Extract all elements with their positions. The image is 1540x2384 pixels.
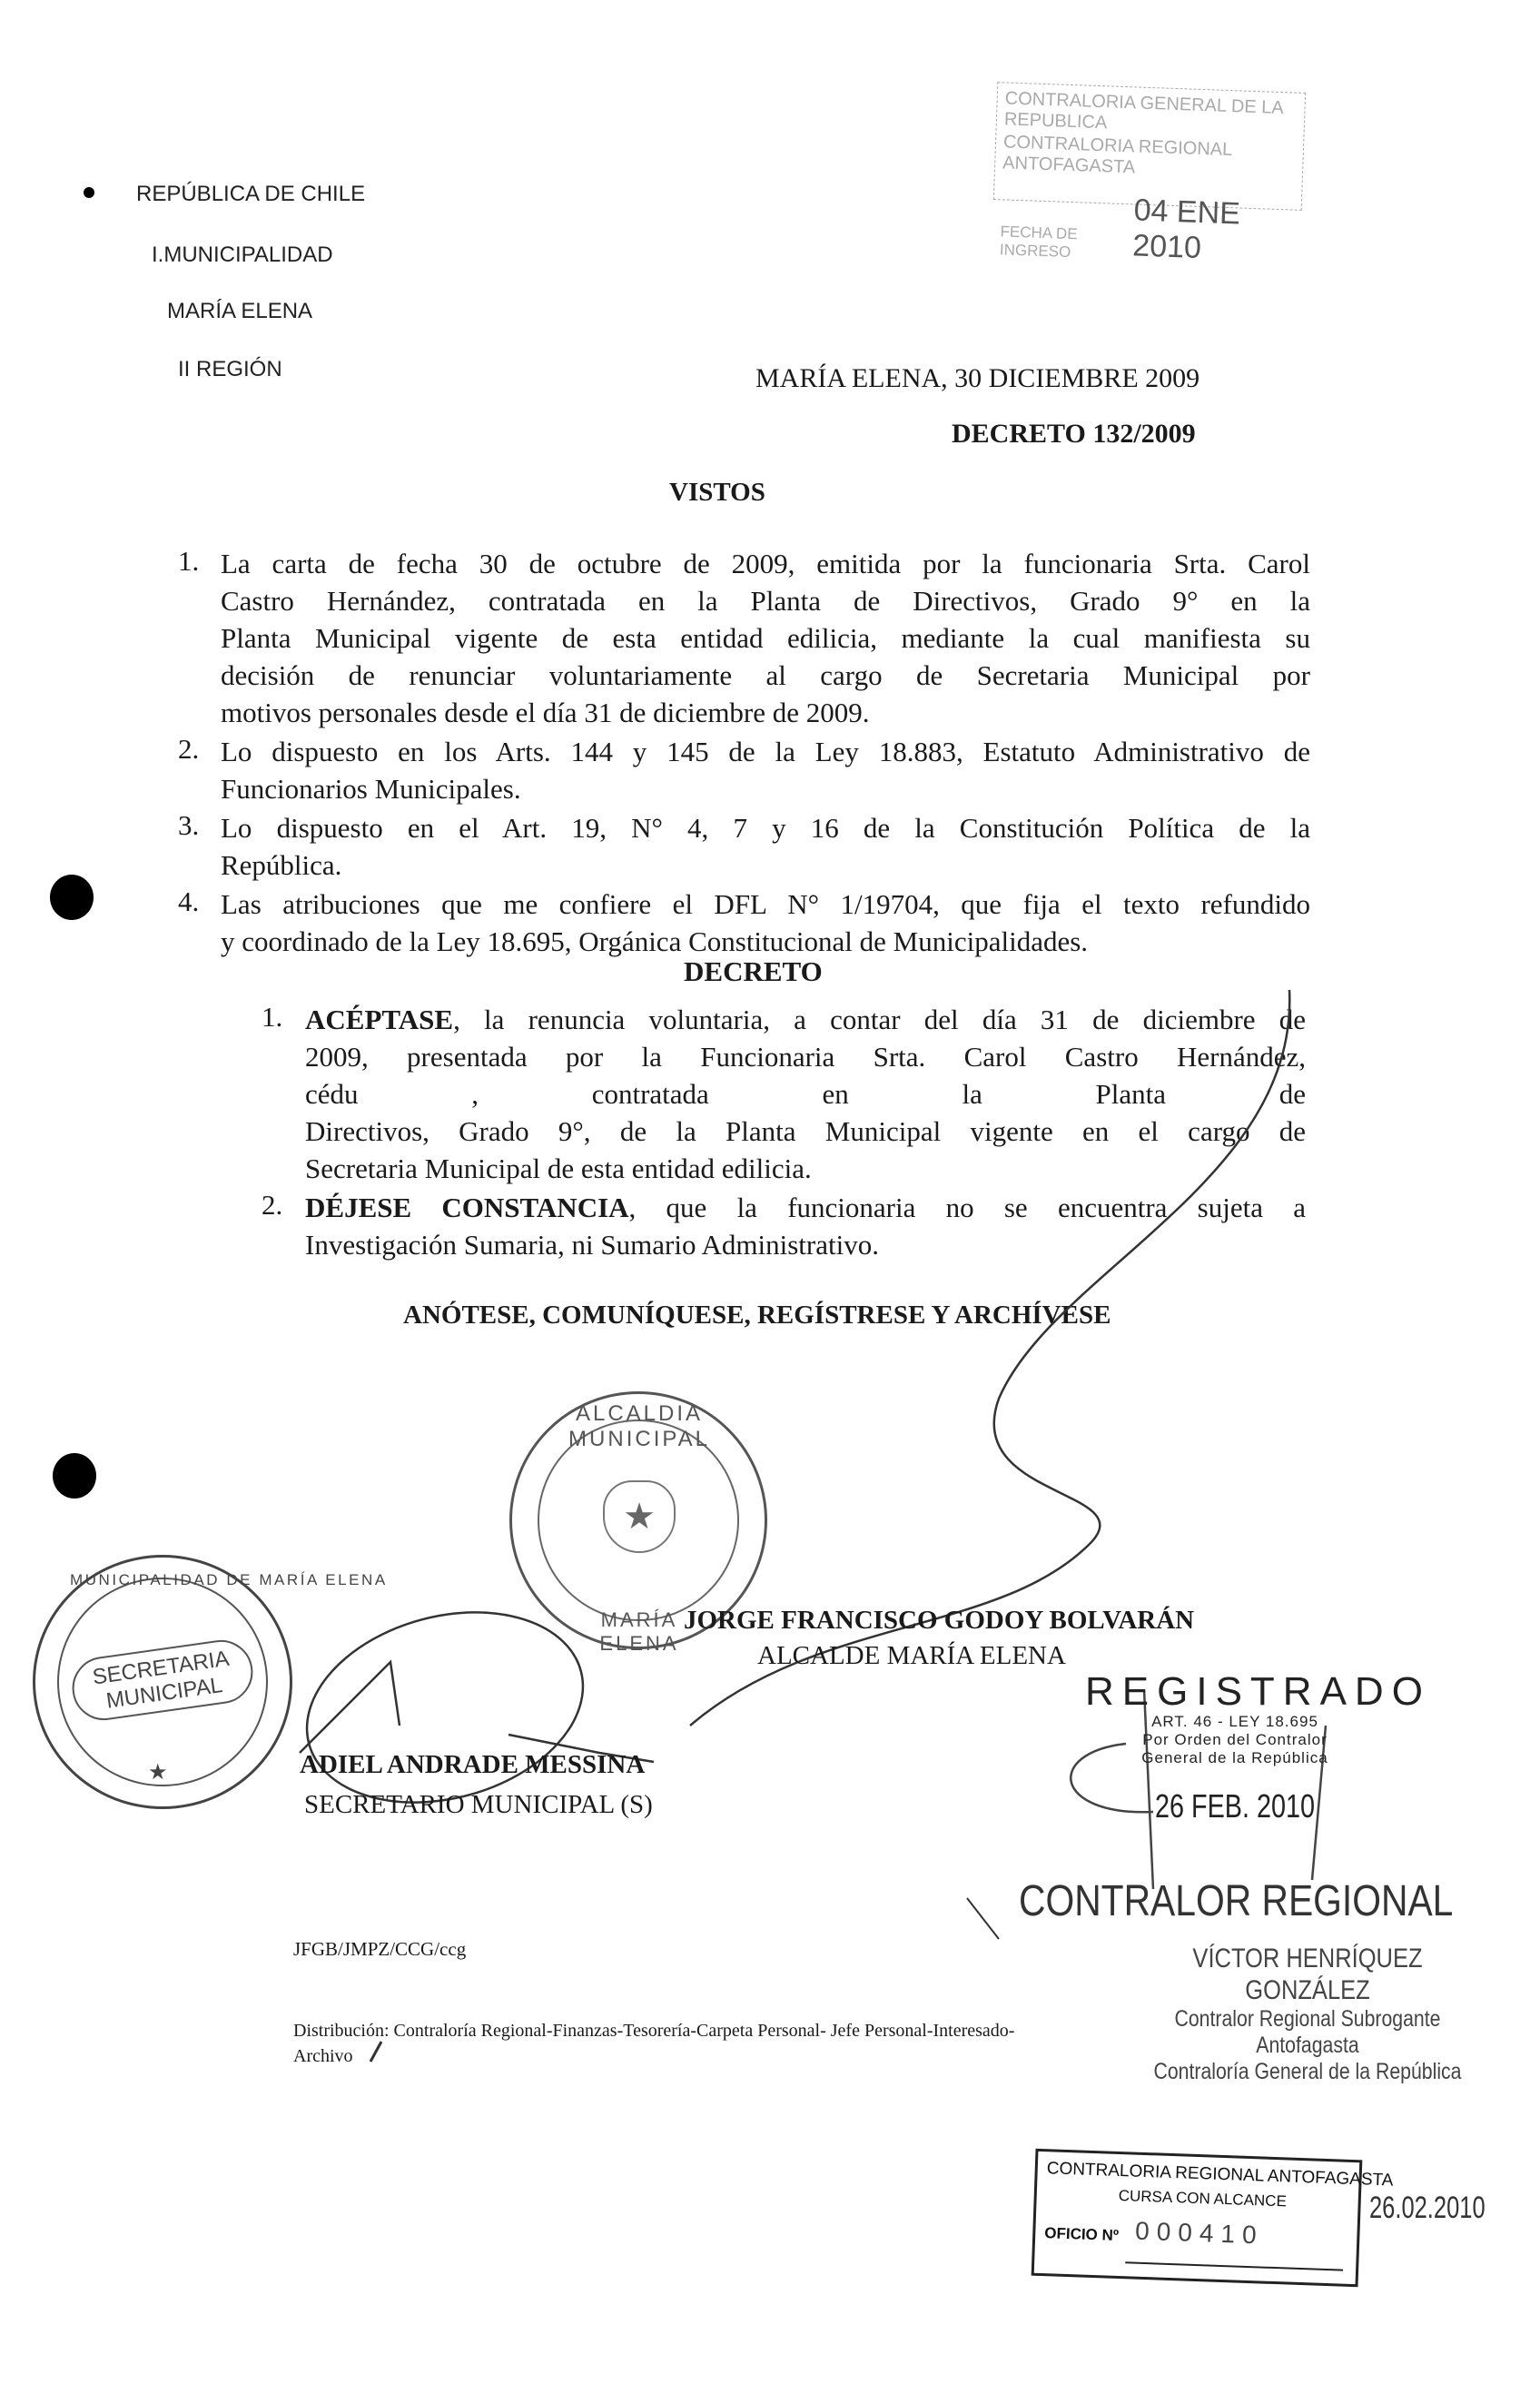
oficio-date: 26.02.2010 <box>1369 2191 1486 2225</box>
stamp-line: General de la República <box>1141 1749 1328 1766</box>
stamp-line-text: CURSA CON ALCANCE <box>1118 2186 1288 2211</box>
seal-text: MUNICIPALIDAD DE MARÍA ELENA <box>70 1571 388 1589</box>
item-line: Investigación Sumaria, ni Sumario Administrativo. <box>305 1229 879 1261</box>
stamp-line: CONTRALORIA REGIONAL ANTOFAGASTA <box>1002 132 1232 178</box>
item-line: Funcionarios Municipales. <box>221 773 521 805</box>
distribution: Distribución: Contraloría Regional-Finanzas-Tesorería-Carpeta Personal- Jefe Personal-Interesado- <box>293 2021 1015 2041</box>
item-line: cédu , contratada en la Planta de <box>305 1078 1306 1110</box>
secretary-title: SECRETARIO MUNICIPAL (S) <box>304 1790 653 1819</box>
seal-text: SECRETARIA MUNICIPAL <box>68 1636 257 1724</box>
country-label: REPÚBLICA DE CHILE <box>136 182 366 206</box>
stamp-line: Por Orden del Contralor <box>1142 1731 1328 1748</box>
item-line: motivos personales desde el día 31 de diciembre de 2009. <box>221 697 870 728</box>
item-keyword: DÉJESE CONSTANCIA <box>305 1192 629 1223</box>
item-line: Las atribuciones que me confiere el DFL N° 1/19704, que fija el texto refundido <box>221 888 1310 920</box>
contralor-block <box>1153 1944 1462 2084</box>
item-line: 2009, presentada por la Funcionaria Srta. Carol Castro Hernández, <box>305 1041 1306 1073</box>
mayor-name: JORGE FRANCISCO GODOY BOLVARÁN <box>684 1606 1195 1635</box>
distribution-archivo: Archivo <box>293 2046 353 2066</box>
stamp-label: FECHA DE INGRESO <box>999 223 1078 262</box>
item-text: , la renuncia voluntaria, a contar del día 31 de diciembre de <box>453 1004 1306 1035</box>
item-line: La carta de fecha 30 de octubre de 2009, emitida por la funcionaria Srta. Carol <box>221 548 1310 579</box>
coat-of-arms-icon: ★ <box>603 1480 676 1553</box>
stamp-date: 26 FEB. 2010 <box>1154 1787 1316 1825</box>
seal-text: MARÍA ELENA <box>599 1608 679 1655</box>
municipality-label: I.MUNICIPALIDAD <box>152 242 333 267</box>
seal-text: ALCALDIA MUNICIPAL <box>568 1401 710 1451</box>
closing-formula: ANÓTESE, COMUNÍQUESE, REGÍSTRESE Y ARCHÍVESE <box>403 1301 1111 1330</box>
item-line: Planta Municipal vigente de esta entidad edilicia, mediante la cual manifiesta su <box>221 622 1310 654</box>
contralor-org: Contraloría General de la República <box>1153 2058 1462 2084</box>
item-line: y coordinado de la Ley 18.695, Orgánica Constitucional de Municipalidades. <box>221 925 1089 957</box>
oficio-stamp <box>1032 2149 1394 2287</box>
oficio-number: 000410 <box>1134 2216 1265 2250</box>
secretary-name: ADIEL ANDRADE MESSINA <box>300 1750 646 1779</box>
stamp-title: REGISTRADO <box>1085 1669 1431 1714</box>
region-label: II REGIÓN <box>178 357 282 381</box>
stamp-line: CONTRALORIA REGIONAL ANTOFAGASTA <box>1046 2159 1394 2191</box>
distribution-block <box>293 2018 1101 2069</box>
list-number: 3. <box>178 809 200 841</box>
registrado-stamp <box>1085 1669 1431 1825</box>
list-number: 4. <box>178 885 200 917</box>
list-number: 2. <box>178 733 200 765</box>
list-number: 2. <box>262 1189 283 1221</box>
vistos-title: VISTOS <box>669 478 765 507</box>
contralor-city: Antofagasta <box>1256 2032 1359 2058</box>
item-line: Secretaria Municipal de esta entidad edilicia. <box>305 1152 812 1184</box>
contralor-role: Contralor Regional Subrogante <box>1174 2006 1441 2032</box>
stamp-line: CONTRALORIA GENERAL DE LA REPUBLICA <box>1003 88 1283 134</box>
item-line: Directivos, Grado 9°, de la Planta Municipal vigente en el cargo de <box>305 1115 1306 1147</box>
list-number: 1. <box>178 545 200 577</box>
oficio-label: OFICIO Nº <box>1043 2224 1120 2245</box>
commune-label: MARÍA ELENA <box>167 299 313 323</box>
star-icon: ★ <box>148 1761 168 1785</box>
oficio-line <box>1125 2261 1343 2270</box>
item-text: , que la funcionaria no se encuentra sujeta a <box>628 1192 1306 1223</box>
decree-number: DECRETO 132/2009 <box>952 419 1196 449</box>
place-date: MARÍA ELENA, 30 DICIEMBRE 2009 <box>755 363 1200 393</box>
stamp-line: ART. 46 - LEY 18.695 <box>1151 1713 1318 1730</box>
list-number: 1. <box>262 1001 283 1033</box>
item-line: Lo dispuesto en los Arts. 144 y 145 de la Ley 18.883, Estatuto Administrativo de <box>221 736 1310 767</box>
item-line: República. <box>221 849 342 881</box>
item-keyword: ACÉPTASE <box>305 1004 454 1035</box>
item-line: Castro Hernández, contratada en la Planta de Directivos, Grado 9° en la <box>221 585 1310 617</box>
item-line: decisión de renunciar voluntariamente al cargo de Secretaria Municipal por <box>221 659 1310 691</box>
contralor-title: CONTRALOR REGIONAL <box>1019 1877 1454 1925</box>
item-line: Lo dispuesto en el Art. 19, N° 4, 7 y 16 de la Constitución Política de la <box>221 812 1310 844</box>
mayor-title: ALCALDE MARÍA ELENA <box>757 1641 1066 1670</box>
stamp-date: 04 ENE 2010 <box>1131 193 1241 266</box>
decreto-title: DECRETO <box>684 955 823 987</box>
initials: JFGB/JMPZ/CCG/ccg <box>293 1938 467 1960</box>
contralor-name: VÍCTOR HENRÍQUEZ GONZÁLEZ <box>1192 1944 1423 2005</box>
